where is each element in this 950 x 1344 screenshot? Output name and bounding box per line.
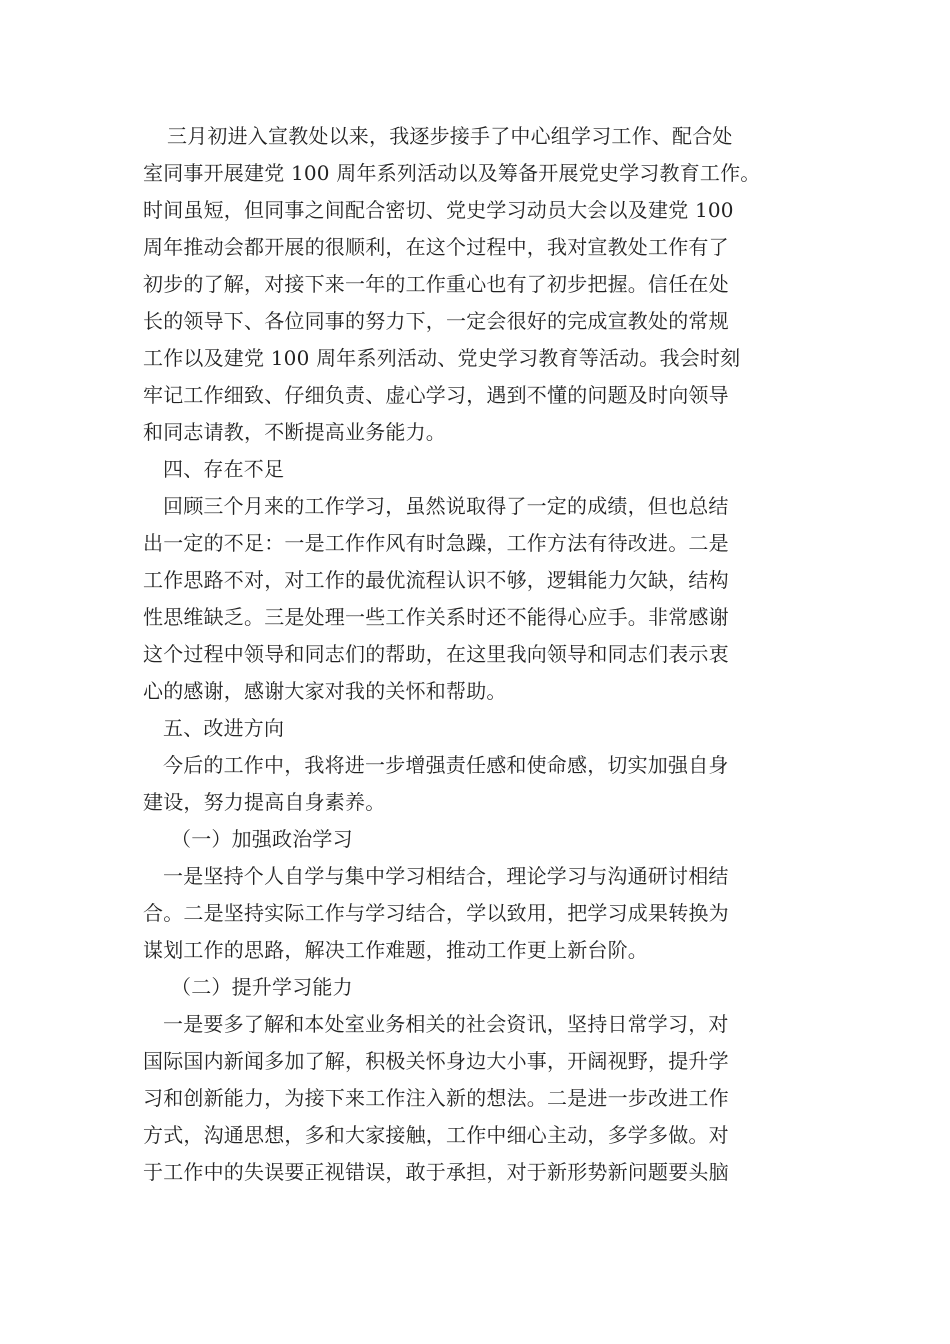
- section-heading: 五、改进方向: [163, 716, 285, 740]
- paragraph-line: 这个过程中领导和同志们的帮助，在这里我向领导和同志们表示衷: [143, 642, 729, 666]
- paragraph-line: 长的领导下、各位同事的努力下，一定会很好的完成宣教处的常规: [143, 309, 729, 333]
- paragraph-line: 工作以及建党 100 周年系列活动、党史学习教育等活动。我会时刻: [143, 346, 741, 370]
- paragraph-line: 谋划工作的思路，解决工作难题，推动工作更上新台阶。: [143, 938, 648, 962]
- paragraph-line: 和同志请教，不断提高业务能力。: [143, 420, 446, 444]
- paragraph-line: 三月初进入宣教处以来，我逐步接手了中心组学习工作、配合处: [167, 124, 733, 148]
- paragraph-line: 性思维缺乏。三是处理一些工作关系时还不能得心应手。非常感谢: [143, 605, 729, 629]
- paragraph-line: 出一定的不足：一是工作作风有时急躁，工作方法有待改进。二是: [143, 531, 729, 555]
- paragraph-line: 室同事开展建党 100 周年系列活动以及筹备开展党史学习教育工作。: [143, 161, 761, 185]
- paragraph-line: 牢记工作细致、仔细负责、虚心学习，遇到不懂的问题及时向领导: [143, 383, 729, 407]
- document-body: [143, 118, 809, 1191]
- subsection-heading: （二）提升学习能力: [171, 975, 353, 999]
- paragraph-line: 工作思路不对，对工作的最优流程认识不够，逻辑能力欠缺，结构: [143, 568, 729, 592]
- subsection-heading: （一）加强政治学习: [171, 827, 353, 851]
- paragraph-line: 于工作中的失误要正视错误，敢于承担，对于新形势新问题要头脑: [143, 1160, 729, 1184]
- paragraph-line: 今后的工作中，我将进一步增强责任感和使命感，切实加强自身: [163, 753, 729, 777]
- paragraph-line: 国际国内新闻多加了解，积极关怀身边大小事，开阔视野，提升学: [143, 1049, 729, 1073]
- paragraph-line: 习和创新能力，为接下来工作注入新的想法。二是进一步改进工作: [143, 1086, 729, 1110]
- paragraph-line: 合。二是坚持实际工作与学习结合，学以致用，把学习成果转换为: [143, 901, 729, 925]
- paragraph-line: 方式，沟通思想，多和大家接触，工作中细心主动，多学多做。对: [143, 1123, 729, 1147]
- paragraph-line: 初步的了解，对接下来一年的工作重心也有了初步把握。信任在处: [143, 272, 729, 296]
- paragraph-line: 周年推动会都开展的很顺利，在这个过程中，我对宣教处工作有了: [143, 235, 729, 259]
- paragraph-line: 心的感谢，感谢大家对我的关怀和帮助。: [143, 679, 507, 703]
- paragraph-line: 回顾三个月来的工作学习，虽然说取得了一定的成绩，但也总结: [163, 494, 729, 518]
- paragraph-line: 建设，努力提高自身素养。: [143, 790, 386, 814]
- section-heading: 四、存在不足: [163, 457, 285, 481]
- paragraph-line: 一是要多了解和本处室业务相关的社会资讯，坚持日常学习，对: [163, 1012, 729, 1036]
- paragraph-line: 一是坚持个人自学与集中学习相结合，理论学习与沟通研讨相结: [163, 864, 729, 888]
- paragraph-line: 时间虽短，但同事之间配合密切、党史学习动员大会以及建党 100: [143, 198, 734, 222]
